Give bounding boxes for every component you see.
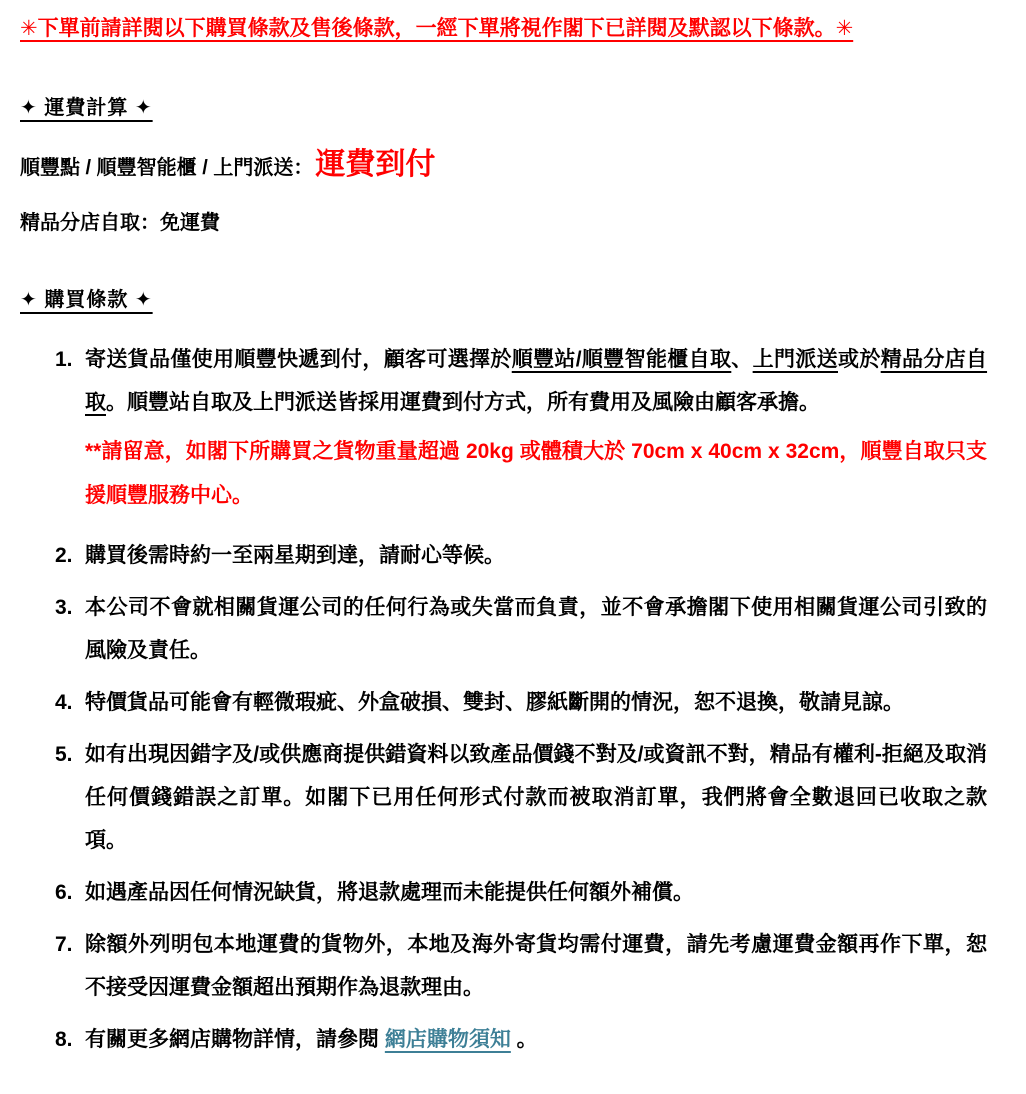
text-segment: 。 [510,1028,538,1052]
term-item-2 [55,534,1006,577]
term-item-8 [55,1018,1006,1061]
pre-order-notice: ✳下單前請詳閱以下購買條款及售後條款，一經下單將視作閣下已詳閱及默認以下條款。✳ [20,17,854,40]
freight-collect-value: 運費到付 [315,148,436,182]
term-number: 7. [55,932,73,956]
purchase-terms-list [55,338,1006,1061]
term-body [85,1018,987,1061]
term-number: 8. [55,1028,73,1052]
term-text [85,1018,987,1061]
shipping-fee-section-title: ✦ 運費計算 ✦ [20,97,153,120]
text-segment: 如遇產品因任何情況缺貨，將退款處理而未能提供任何額外補償。 [85,880,694,904]
term-text [85,681,987,724]
sf-delivery-fee-label: 順豐點 / 順豐智能櫃 / 上門派送： [20,156,314,179]
text-segment: 有關更多網店購物詳情，請參閱 [85,1028,385,1052]
text-segment: 除額外列明包本地運費的貨物外，本地及海外寄貨均需付運費，請先考慮運費金額再作下單，恕不接受因運費金額超出預期作為退款理由。 [85,932,987,999]
term-text [85,586,987,672]
weight-size-warning: **請留意，如閣下所購買之貨物重量超過 20kg 或體積大於 70cm x 40cm x 32cm，順豐自取只支援順豐服務中心。 [85,440,987,507]
underlined-text-segment: 順豐站/順豐智能櫃自取 [511,348,732,372]
term-number: 6. [55,880,73,904]
term-item-6 [55,871,1006,914]
text-segment: 特價貨品可能會有輕微瑕疵、外盒破損、雙封、膠紙斷開的情況，恕不退換，敬請見諒。 [85,690,904,714]
term-number: 3. [55,595,73,619]
term-text [85,871,987,914]
term-text [85,923,987,1009]
term-number: 2. [55,543,73,567]
store-pickup-fee-line: 精品分店自取：免運費 [20,212,220,235]
text-segment: 如有出現因錯字及/或供應商提供錯資料以致產品價錢不對及/或資訊不對，精品有權利-拒絕及取消任何價錢錯誤之訂單。如閣下已用任何形式付款而被取消訂單，我們將會全數退回已收取之款項。 [85,742,987,852]
sf-delivery-fee-line [20,150,1006,180]
term-body [85,681,987,724]
text-segment: 。順豐站自取及上門派送皆採用運費到付方式，所有費用及風險由顧客承擔。 [106,391,820,415]
text-segment: 本公司不會就相關貨運公司的任何行為或失當而負責，並不會承擔閣下使用相關貨運公司引致的風險及責任。 [85,595,987,662]
term-number: 5. [55,742,73,766]
term-body [85,586,987,672]
term-body [85,338,987,524]
online-store-guide-link[interactable]: 網店購物須知 [384,1028,511,1052]
purchase-terms-section-title: ✦ 購買條款 ✦ [20,289,153,312]
term-body [85,871,987,914]
underlined-text-segment: 精品分店自取 [85,348,988,415]
term-body [85,534,987,577]
term-item-1 [55,338,1006,524]
term-text [85,733,987,862]
term-text [85,534,987,577]
term-item-5 [55,733,1006,862]
term-number: 1. [55,348,73,372]
underlined-text-segment: 上門派送 [752,348,838,372]
term-item-3 [55,586,1006,672]
term-text [85,338,987,424]
term-number: 4. [55,690,73,714]
text-segment: 購買後需時約一至兩星期到達，請耐心等候。 [85,543,505,567]
term-item-4 [55,681,1006,724]
text-segment: 或於 [838,348,881,372]
term-body [85,733,987,862]
text-segment: 、 [731,348,753,372]
term-body [85,923,987,1009]
term-item-7 [55,923,1006,1009]
text-segment: 寄送貨品僅使用順豐快遞到付，顧客可選擇於 [85,348,512,372]
